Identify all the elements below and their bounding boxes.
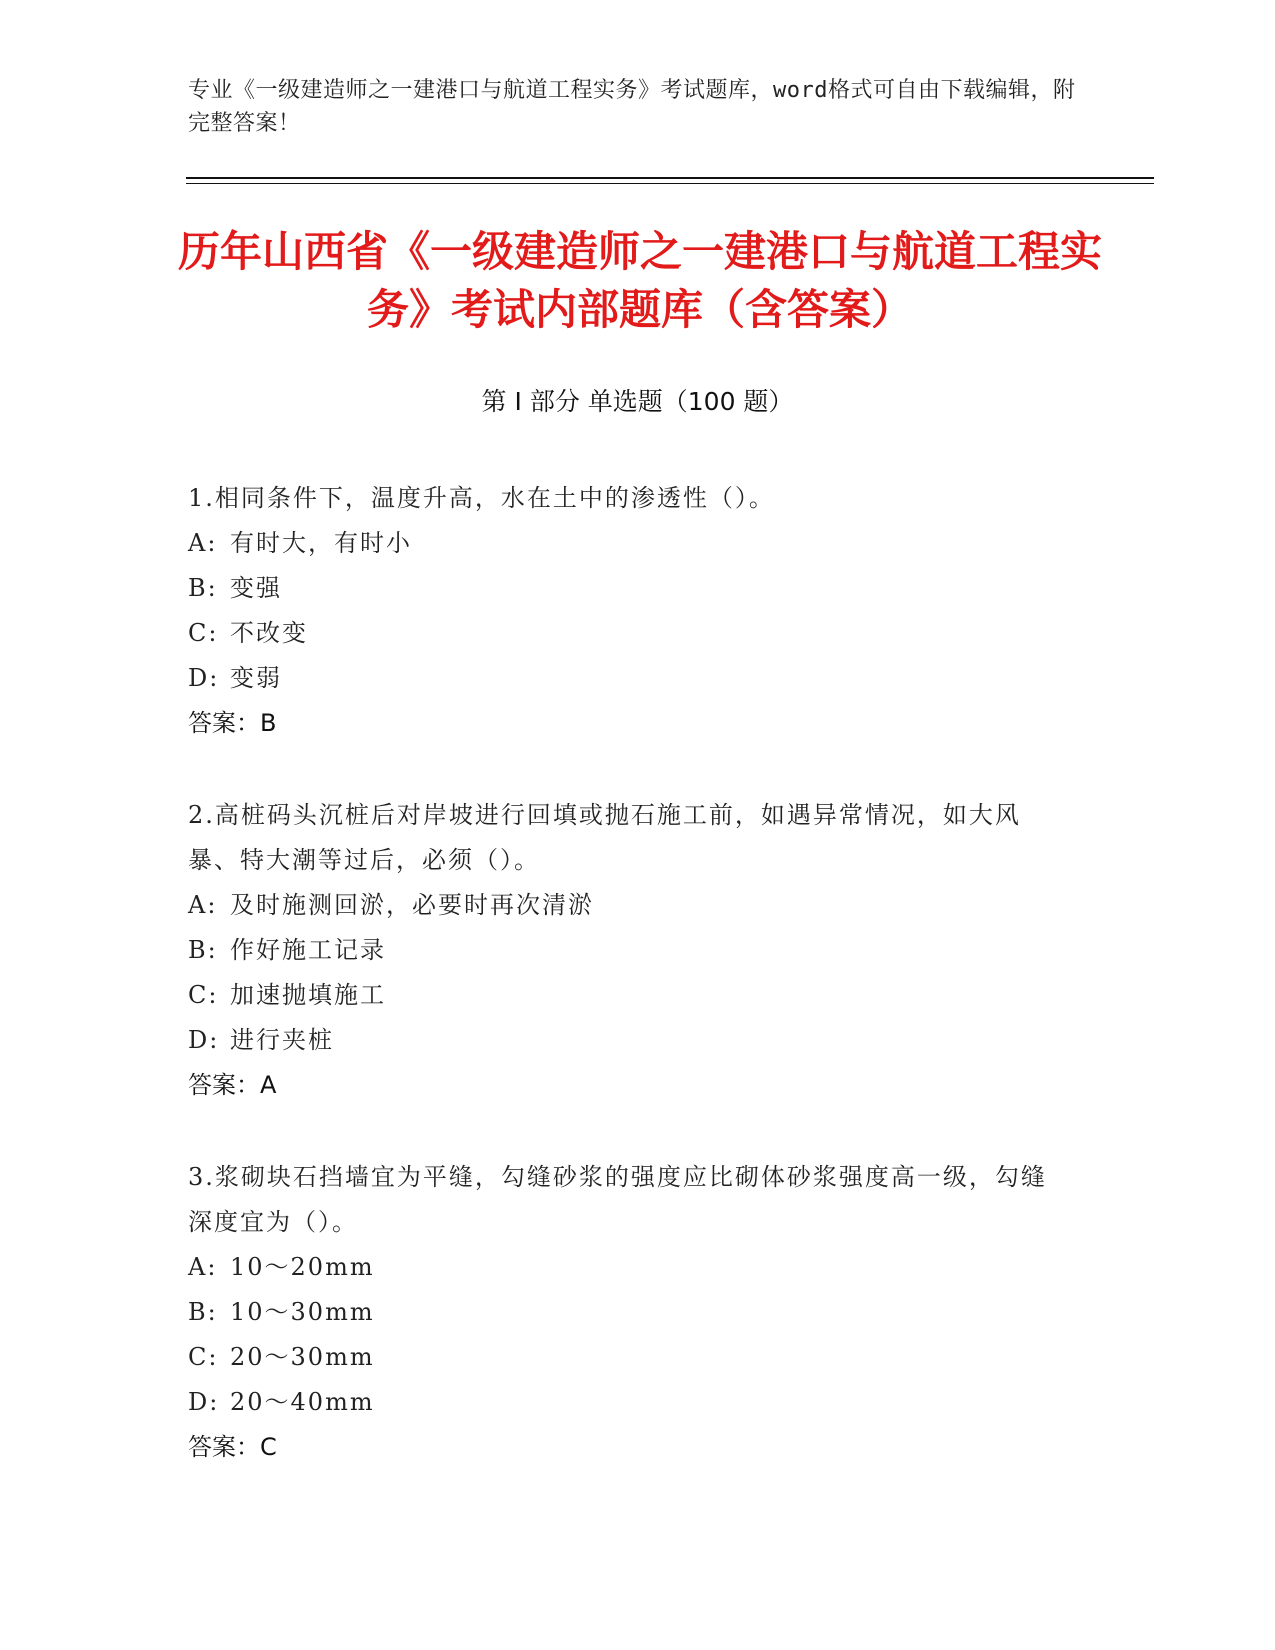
option-b [188, 928, 1068, 973]
question-stem: 1.相同条件下，温度升高，水在土中的渗透性（）。 [188, 484, 775, 512]
option-a [188, 883, 1068, 928]
question-1 [188, 476, 1068, 746]
option-text: 有时大，有时小 [230, 529, 412, 557]
question-stem: 2.高桩码头沉桩后对岸坡进行回填或抛石施工前，如遇异常情况，如大风暴、特大潮等过后，必须（）。 [188, 801, 1021, 874]
option-key: B: [188, 574, 218, 602]
option-text: 进行夹桩 [230, 1026, 334, 1054]
option-text: 加速抛填施工 [230, 981, 386, 1009]
option-key: C: [188, 1343, 219, 1371]
option-key: A: [188, 529, 218, 557]
question-2 [188, 793, 1068, 1108]
option-c [188, 973, 1068, 1018]
option-text: 及时施测回淤，必要时再次清淤 [230, 891, 594, 919]
option-key: A: [188, 1253, 218, 1281]
header-divider-thick [186, 177, 1154, 179]
option-b [188, 1290, 1068, 1335]
option-key: A: [188, 891, 218, 919]
answer-line: 答案：C [188, 1433, 277, 1461]
option-text: 作好施工记录 [230, 936, 386, 964]
option-c [188, 611, 1068, 656]
option-text: 变弱 [230, 664, 282, 692]
option-text: 不改变 [230, 619, 308, 647]
option-key: D: [188, 1388, 220, 1416]
answer-line: 答案：B [188, 709, 277, 737]
option-text: 变强 [230, 574, 282, 602]
option-key: C: [188, 619, 219, 647]
option-key: D: [188, 664, 220, 692]
option-text: 10～30mm [230, 1298, 375, 1326]
option-c [188, 1335, 1068, 1380]
header-note: 专业《一级建造师之一建港口与航道工程实务》考试题库，word格式可自由下载编辑，附完整答案！ [188, 78, 1076, 136]
section-heading: 第 I 部分 单选题（100 题） [481, 387, 794, 416]
option-key: B: [188, 936, 218, 964]
option-text: 20～30mm [230, 1343, 375, 1371]
document-title: 历年山西省《一级建造师之一建港口与航道工程实务》考试内部题库（含答案） [177, 227, 1102, 334]
option-d [188, 1380, 1068, 1425]
option-b [188, 566, 1068, 611]
question-stem: 3.浆砌块石挡墙宜为平缝，勾缝砂浆的强度应比砌体砂浆强度高一级，勾缝深度宜为（）。 [188, 1163, 1047, 1236]
answer-line: 答案：A [188, 1071, 277, 1099]
option-a [188, 1245, 1068, 1290]
option-key: B: [188, 1298, 218, 1326]
option-d [188, 656, 1068, 701]
option-d [188, 1018, 1068, 1063]
option-key: C: [188, 981, 219, 1009]
option-text: 20～40mm [230, 1388, 375, 1416]
question-list [188, 476, 1068, 1517]
option-a [188, 521, 1068, 566]
question-3 [188, 1155, 1068, 1470]
option-key: D: [188, 1026, 220, 1054]
header-divider-thin [186, 183, 1154, 184]
option-text: 10～20mm [230, 1253, 375, 1281]
